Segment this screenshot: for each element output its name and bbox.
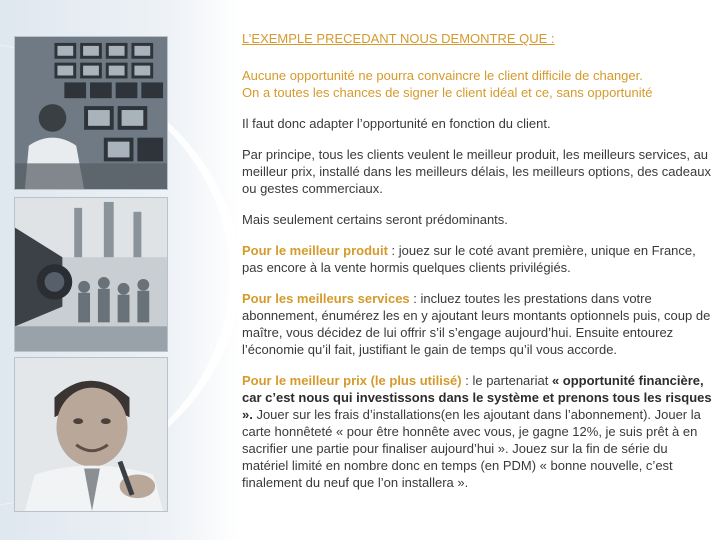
price-bold-quote: « opportunité financière, car c’est nous qui investissons dans le système et prenons tous les risques ». bbox=[242, 373, 712, 422]
services-text: : incluez toutes les prestations dans votre abonnement, énumérez les en y ajoutant leurs montants optionnels puis, coup de maître, vous décidez de lui offrir s’il s’engage aujourd’hui. Ensuite entourez l’économie qu’il fait, justifiant le gain de temps qu’il vous accorde. bbox=[242, 291, 711, 357]
main-content bbox=[242, 30, 712, 505]
camera-crowd-photo bbox=[14, 197, 168, 352]
price-paragraph bbox=[242, 372, 712, 491]
price-label: Pour le meilleur prix (le plus utilisé) bbox=[242, 373, 462, 388]
product-text: : jouez sur le coté avant première, unique en France, pas encore à la vente hormis quelques clients privilégiés. bbox=[242, 243, 696, 275]
services-label: Pour les meilleurs services bbox=[242, 291, 410, 306]
intro-line-1: Aucune opportunité ne pourra convaincre le client difficile de changer. bbox=[242, 68, 643, 83]
product-label: Pour le meilleur produit bbox=[242, 243, 388, 258]
price-text-pre: : le partenariat bbox=[461, 373, 552, 388]
price-text-post: Jouer sur les frais d’installations(en les ajoutant dans l’abonnement). Jouer la carte honnêteté « pour être honnête avec vous, je gagne 12%, je suis prêt à en sacrifier une partie pour finaliser aujourd’hui ». Jouez sur la fin de série du matériel limité en nombre donc en temps (en PDM) « bonne nouvelle, c’est finalement du neuf que l’on installera ». bbox=[242, 407, 701, 490]
services-paragraph bbox=[242, 290, 712, 358]
control-room-photo bbox=[14, 36, 168, 190]
product-paragraph bbox=[242, 242, 712, 276]
predominant-paragraph: Mais seulement certains seront prédominants. bbox=[242, 212, 508, 227]
intro-line-2: On a toutes les chances de signer le client idéal et ce, sans opportunité bbox=[242, 85, 653, 100]
businessman-photo bbox=[14, 357, 168, 512]
page-heading: L’EXEMPLE PRECEDANT NOUS DEMONTRE QUE : bbox=[242, 31, 555, 46]
adapt-paragraph: Il faut donc adapter l’opportunité en fonction du client. bbox=[242, 116, 551, 131]
intro-paragraph bbox=[242, 67, 712, 101]
principle-paragraph: Par principe, tous les clients veulent le meilleur produit, les meilleurs services, au meilleur prix, installé dans les meilleurs délais, les meilleurs options, des cadeaux ou gestes commerciaux. bbox=[242, 147, 711, 196]
